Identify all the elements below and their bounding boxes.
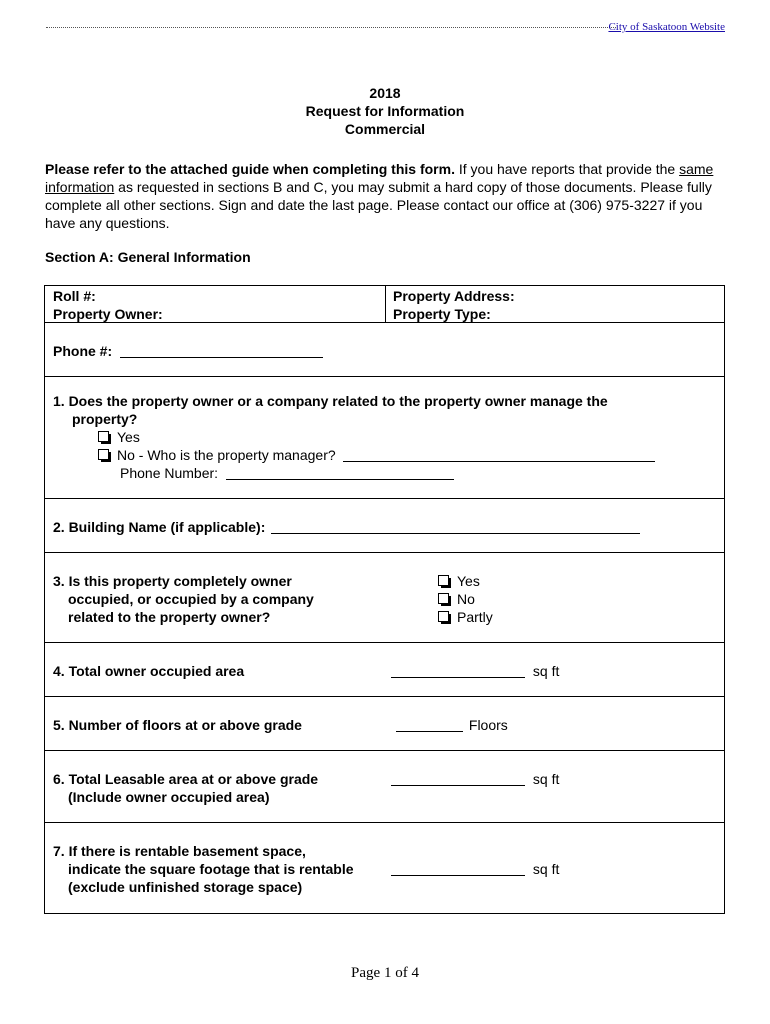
q3-yes-label: Yes bbox=[457, 573, 480, 589]
title-year: 2018 bbox=[369, 85, 401, 101]
q3-text-line2: occupied, or occupied by a company bbox=[68, 591, 314, 607]
q6-text-line2: (Include owner occupied area) bbox=[68, 789, 270, 805]
checkbox-icon[interactable] bbox=[438, 575, 449, 586]
phone-field[interactable] bbox=[120, 345, 323, 358]
city-website-link[interactable]: City of Saskatoon Website bbox=[608, 21, 725, 33]
q1-option-no[interactable] bbox=[98, 446, 655, 464]
checkbox-icon[interactable] bbox=[98, 431, 109, 442]
q2-label: 2. Building Name (if applicable): bbox=[53, 519, 266, 535]
intro-paragraph bbox=[45, 160, 735, 232]
property-owner-label[interactable]: Property Owner: bbox=[53, 306, 163, 322]
q1-no-label: No - Who is the property manager? bbox=[117, 447, 336, 463]
intro-underlined: same information bbox=[45, 161, 714, 195]
question-4 bbox=[44, 642, 725, 697]
q6-unit: sq ft bbox=[532, 771, 560, 787]
q7-text-line1: 7. If there is rentable basement space, bbox=[53, 843, 306, 859]
q3-option-no[interactable] bbox=[438, 590, 475, 608]
roll-label[interactable]: Roll #: bbox=[53, 288, 96, 304]
owner-occupied-area-field[interactable] bbox=[391, 665, 525, 678]
q1-option-yes[interactable] bbox=[98, 428, 140, 446]
intro-bold-lead: Please refer to the attached guide when completing this form. bbox=[45, 161, 455, 177]
q4-unit: sq ft bbox=[532, 663, 560, 679]
q3-text-line1: 3. Is this property completely owner bbox=[53, 573, 292, 589]
building-name-field[interactable] bbox=[271, 521, 640, 534]
title-line1: Request for Information bbox=[305, 103, 465, 119]
q1-yes-label: Yes bbox=[117, 429, 140, 445]
title-line2: Commercial bbox=[344, 121, 426, 137]
section-a-heading: Section A: General Information bbox=[45, 249, 251, 265]
q3-option-partly[interactable] bbox=[438, 608, 493, 626]
dotted-rule bbox=[46, 27, 616, 28]
q1-phone-label: Phone Number: bbox=[120, 465, 219, 481]
page-number: Page 1 of 4 bbox=[351, 965, 419, 981]
property-manager-field[interactable] bbox=[343, 449, 655, 462]
q1-text-line1: 1. Does the property owner or a company related to the property owner manage the bbox=[53, 393, 608, 409]
page-header bbox=[46, 20, 726, 36]
table-divider bbox=[385, 286, 386, 322]
general-info-table bbox=[44, 285, 725, 323]
document-title bbox=[0, 84, 770, 138]
question-5 bbox=[44, 696, 725, 751]
checkbox-icon[interactable] bbox=[438, 611, 449, 622]
property-type-label[interactable]: Property Type: bbox=[393, 306, 491, 322]
q5-label: 5. Number of floors at or above grade bbox=[53, 717, 302, 733]
q7-unit: sq ft bbox=[532, 861, 560, 877]
q4-label: 4. Total owner occupied area bbox=[53, 663, 245, 679]
q3-text-line3: related to the property owner? bbox=[68, 609, 271, 625]
q3-no-label: No bbox=[457, 591, 475, 607]
leasable-area-field[interactable] bbox=[391, 773, 525, 786]
checkbox-icon[interactable] bbox=[438, 593, 449, 604]
property-address-label[interactable]: Property Address: bbox=[393, 288, 515, 304]
q6-text-line1: 6. Total Leasable area at or above grade bbox=[53, 771, 319, 787]
question-2 bbox=[44, 498, 725, 553]
q1-text-line2: property? bbox=[72, 411, 138, 427]
phone-label: Phone #: bbox=[53, 343, 113, 359]
q5-unit: Floors bbox=[468, 717, 508, 733]
floors-field[interactable] bbox=[396, 719, 463, 732]
question-6 bbox=[44, 750, 725, 823]
manager-phone-field[interactable] bbox=[226, 467, 454, 480]
q7-text-line2: indicate the square footage that is rentable bbox=[68, 861, 354, 877]
q3-partly-label: Partly bbox=[457, 609, 493, 625]
q7-text-line3: (exclude unfinished storage space) bbox=[68, 879, 303, 895]
question-1 bbox=[44, 376, 725, 499]
q3-option-yes[interactable] bbox=[438, 572, 480, 590]
question-7 bbox=[44, 822, 725, 914]
question-3 bbox=[44, 552, 725, 643]
intro-text-b: as requested in sections B and C, you may submit a hard copy of those documents. Please fully complete all other sections. Sign and date the last page. Please contact our office at (306) 975-3227 if you have any questions. bbox=[45, 179, 712, 231]
basement-area-field[interactable] bbox=[391, 863, 525, 876]
checkbox-icon[interactable] bbox=[98, 449, 109, 460]
intro-text-a: If you have reports that provide the bbox=[454, 161, 680, 177]
phone-row bbox=[44, 322, 725, 377]
